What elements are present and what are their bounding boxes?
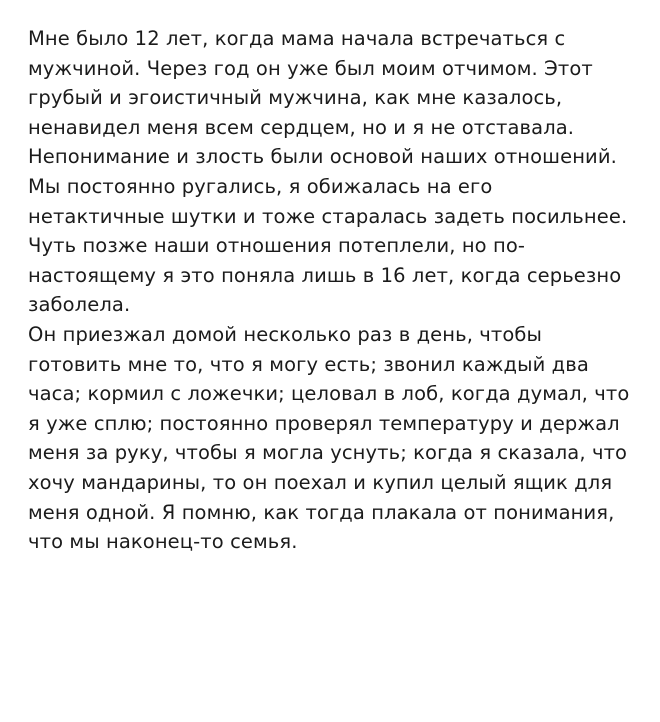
story-paragraph-2: Он приезжал домой несколько раз в день, чтобы готовить мне то, что я могу есть; звонил каждый два часа; кормил с ложечки; целовал в лоб, когда думал, что я уже сплю; постоянно проверял температуру и держал меня за руку, чтобы я могла уснуть; когда я сказала, что хочу мандарины, то он поехал и купил целый ящик для меня одной. Я помню, как тогда плакала от понимания, что мы наконец-то семья.: [28, 322, 636, 554]
story-text-block: [28, 24, 636, 557]
story-paragraph-1: Мне было 12 лет, когда мама начала встречаться с мужчиной. Через год он уже был моим отчимом. Этот грубый и эгоистичный мужчина, как мне казалось, ненавидел меня всем сердцем, но и я не отставала. Непонимание и злость были основой наших отношений. Мы постоянно ругались, я обижалась на его нетактичные шутки и тоже старалась задеть посильнее. Чуть позже наши отношения потеплели, но по-настоящему я это поняла лишь в 16 лет, когда серьезно заболела.: [28, 27, 634, 317]
